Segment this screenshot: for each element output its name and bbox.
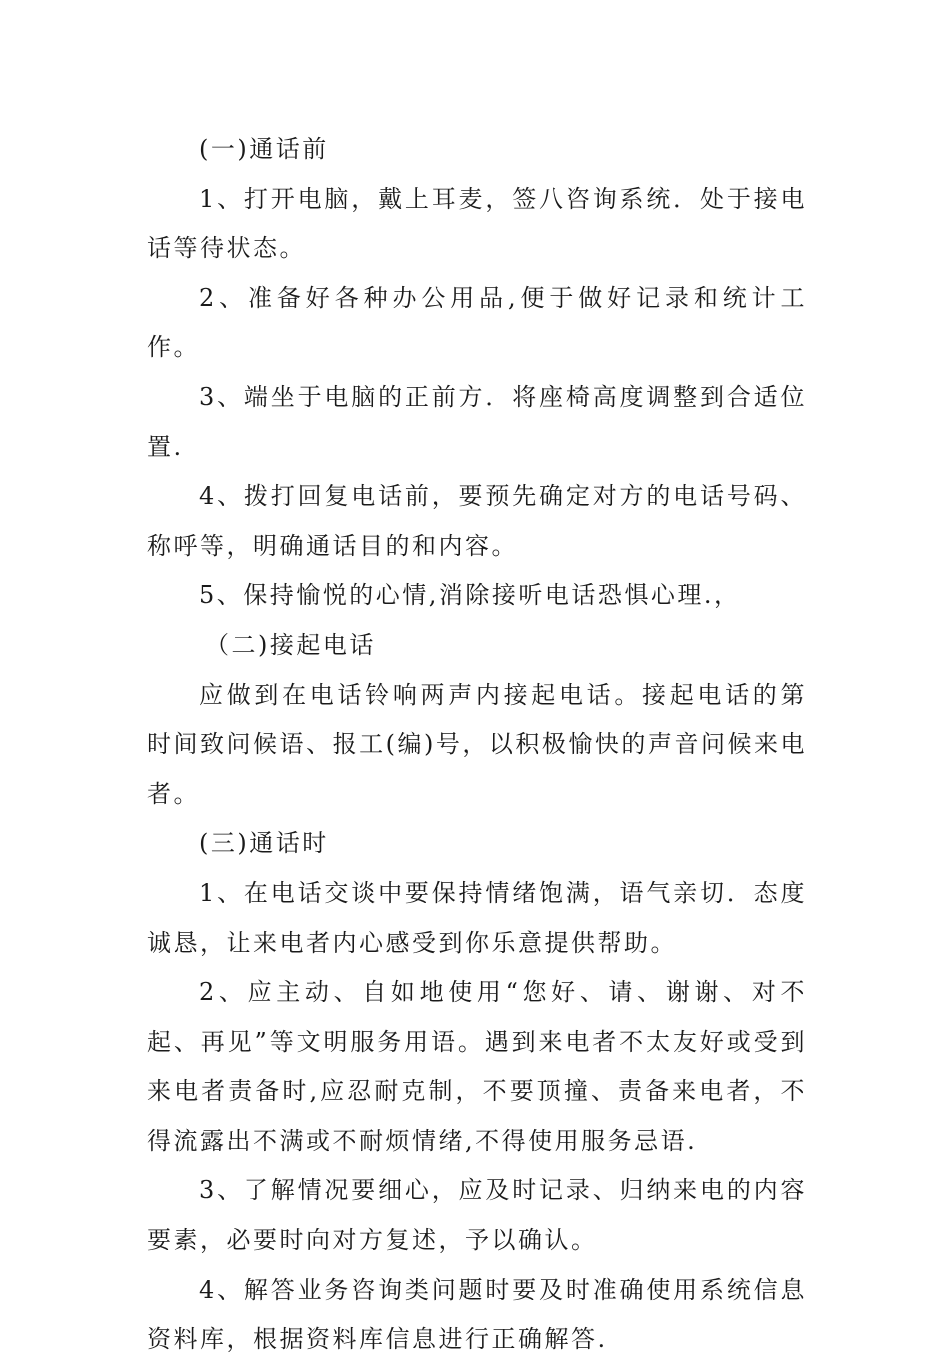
paragraph-item: 4、拨打回复电话前，要预先确定对方的电话号码、称呼等，明确通话目的和内容。 <box>147 482 807 560</box>
section-heading-during-call: (三)通话时 <box>199 829 329 858</box>
paragraph-item: 3、了解情况要细心，应及时记录、归纳来电的内容要素，必要时向对方复述，予以确认。 <box>147 1176 807 1255</box>
paragraph-item: 4、解答业务咨询类问题时要及时准确使用系统信息资料库，根据资料库信息进行正确解答. <box>147 1275 807 1354</box>
paragraph-item: 1、打开电脑，戴上耳麦，签八咨询系统．处于接电话等待状态。 <box>147 184 807 263</box>
paragraph-item: 5、保持愉悦的心情,消除接听电话恐惧心理.， <box>199 581 741 610</box>
document-body <box>147 125 807 1365</box>
paragraph-item: 应做到在电话铃响两声内接起电话。接起电话的第时间致问候语、报工(编)号，以积极愉快的声音问候来电者。 <box>147 680 807 808</box>
paragraph-item: 2、应主动、自如地使用“您好、请、谢谢、对不起、再见”等文明服务用语。遇到来电者不太友好或受到来电者责备时,应忍耐克制，不要顶撞、责备来电者，不得流露出不满或不耐烦情绪,不得使用服务忌语. <box>147 978 807 1155</box>
paragraph-item: 3、端坐于电脑的正前方．将座椅高度调整到合适位置. <box>147 382 807 461</box>
section-heading-before-call: (一)通话前 <box>199 135 329 163</box>
section-heading-answer-call: （二)接起电话 <box>205 630 376 659</box>
paragraph-item: 2、准备好各种办公用品,便于做好记录和统计工作。 <box>147 283 807 362</box>
paragraph-item: 1、在电话交谈中要保持情绪饱满，语气亲切．态度诚恳，让来电者内心感受到你乐意提供帮助。 <box>147 878 807 957</box>
